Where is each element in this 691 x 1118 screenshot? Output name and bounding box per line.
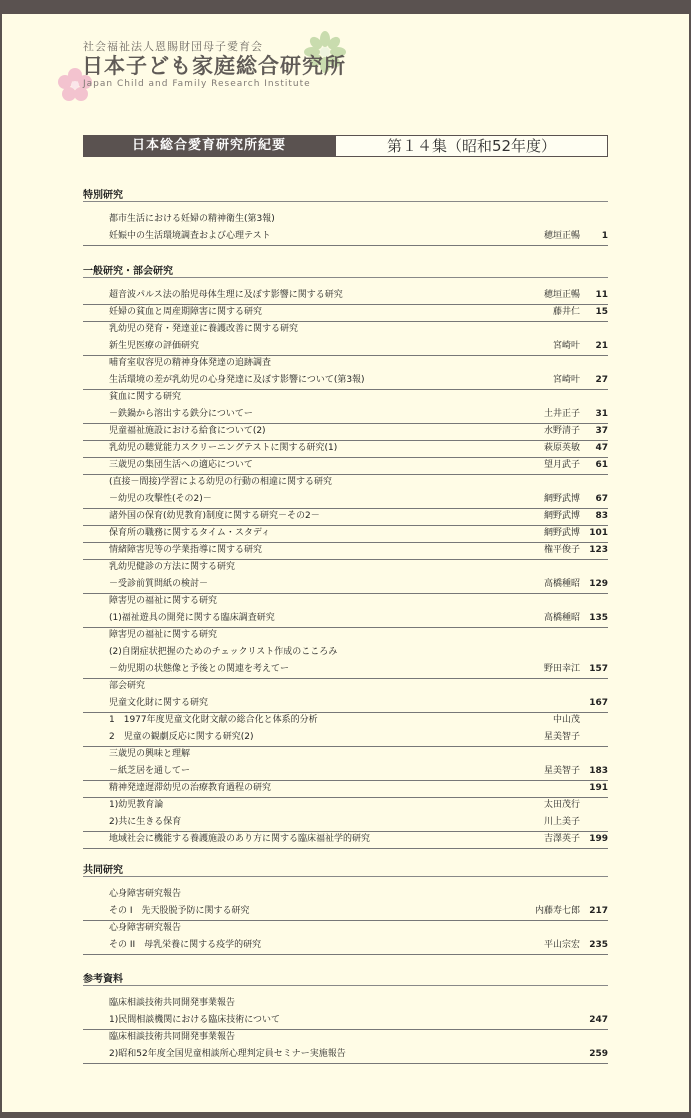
toc-entry[interactable]: [83, 508, 608, 526]
toc-entry[interactable]: [83, 389, 608, 406]
toc-entry[interactable]: [83, 1029, 608, 1046]
entry-author: 土井正子: [543, 409, 580, 419]
entry-title: その I 先天股脱予防に関する研究: [109, 906, 250, 916]
entry-author: 網野武博: [543, 511, 580, 521]
entry-author: 宮崎叶: [552, 375, 580, 385]
institute-name: 日本子ども家庭総合研究所: [82, 54, 346, 78]
toc-entry[interactable]: [83, 814, 608, 832]
entry-author: 平山宗宏: [543, 940, 580, 950]
toc-entry[interactable]: [83, 372, 608, 390]
toc-entry[interactable]: [83, 355, 608, 372]
journal-title: 日本総合愛育研究所紀要: [83, 135, 335, 157]
entry-author: 吉澤英子: [543, 834, 580, 844]
entry-title: 2)昭和52年度全国児童相談所心理判定員セミナー実施報告: [109, 1049, 346, 1059]
toc-entry[interactable]: [83, 729, 608, 747]
entry-page: 129: [589, 579, 608, 589]
section-heading: 特別研究: [83, 190, 123, 201]
toc-entry[interactable]: [83, 338, 608, 356]
section-divider: [83, 985, 608, 986]
toc-entry[interactable]: [83, 593, 608, 610]
entry-author: 高橋種昭: [543, 579, 580, 589]
entry-page: 123: [589, 545, 608, 555]
section-heading: 一般研究・部会研究: [83, 266, 173, 277]
toc-entry[interactable]: [83, 831, 608, 849]
toc-entry[interactable]: [83, 995, 608, 1012]
toc-entry[interactable]: [83, 627, 608, 644]
entry-title: 超音波パルス法の胎児母体生理に及ぼす影響に関する研究: [109, 290, 343, 300]
toc-entry[interactable]: [83, 1012, 608, 1030]
toc-entry[interactable]: [83, 797, 608, 814]
entry-title: 妊娠中の生活環境調査および心理テスト: [109, 231, 271, 241]
toc-entry[interactable]: [83, 228, 608, 246]
org-name: 社会福祉法人恩賜財団母子愛育会: [83, 40, 263, 53]
entry-page: 83: [595, 511, 608, 521]
toc-entry[interactable]: [83, 576, 608, 594]
section-heading: 参考資料: [83, 974, 123, 985]
toc-entry[interactable]: [83, 440, 608, 458]
entry-page: 47: [595, 443, 608, 453]
toc-entry[interactable]: [83, 474, 608, 491]
entry-title: 地域社会に機能する養護施設のあり方に関する臨床福祉学的研究: [109, 834, 371, 844]
entry-page: 101: [589, 528, 608, 538]
entry-title: －幼児の攻撃性(その2)－: [109, 494, 212, 504]
entry-title: 乳幼児健診の方法に関する研究: [109, 562, 236, 572]
entry-title: 障害児の福祉に関する研究: [109, 630, 218, 640]
entry-page: 1: [601, 231, 608, 241]
entry-title: 2)共に生きる保育: [109, 817, 182, 827]
section-divider: [83, 277, 608, 278]
section-divider: [83, 201, 608, 202]
entry-page: 61: [595, 460, 608, 470]
toc-entry[interactable]: [83, 746, 608, 763]
entry-title: 障害児の福祉に関する研究: [109, 596, 218, 606]
toc-entry[interactable]: [83, 491, 608, 509]
entry-author: 高橋種昭: [543, 613, 580, 623]
entry-title: －紙芝居を通してー: [109, 766, 191, 776]
entry-author: 権平俊子: [543, 545, 580, 555]
entry-page: 191: [589, 783, 608, 793]
entry-title: 臨床相談技術共同開発事業報告: [109, 1032, 236, 1042]
entry-title: 哺育室収容児の精神身体発達の追跡調査: [109, 358, 272, 368]
entry-author: 星美智子: [543, 732, 580, 742]
entry-author: 網野武博: [543, 528, 580, 538]
entry-title: －受診前質問紙の検討－: [109, 579, 209, 589]
entry-page: 157: [589, 664, 608, 674]
entry-page: 199: [589, 834, 608, 844]
entry-author: 萩原英敏: [543, 443, 580, 453]
top-border: [0, 0, 691, 14]
entry-title: 2 児童の観劇反応に関する研究(2): [109, 732, 254, 742]
entry-title: 諸外国の保育(幼児教育)制度に関する研究－その2－: [109, 511, 320, 521]
toc-entry[interactable]: [83, 920, 608, 937]
entry-title: 部会研究: [109, 681, 146, 691]
entry-page: 183: [589, 766, 608, 776]
entry-page: 259: [589, 1049, 608, 1059]
toc-entry[interactable]: [83, 321, 608, 338]
entry-title: 児童福祉施設における給食について(2): [109, 426, 266, 436]
toc-entry[interactable]: [83, 542, 608, 560]
toc-entry[interactable]: [83, 525, 608, 543]
toc-entry[interactable]: [83, 423, 608, 441]
entry-title: (直接－間接)学習による幼児の行動の相違に関する研究: [109, 477, 333, 487]
entry-author: 太田茂行: [543, 800, 580, 810]
entry-author: 宮崎叶: [552, 341, 580, 351]
section-divider: [83, 876, 608, 877]
journal-header: [83, 135, 608, 157]
institute-english-name: Japan Child and Family Research Institute: [83, 79, 311, 89]
entry-title: その II 母乳栄養に関する疫学的研究: [109, 940, 262, 950]
entry-author: 穂垣正暢: [543, 231, 580, 241]
entry-page: 235: [589, 940, 608, 950]
entry-title: 乳幼児の発育・発達並に養護改善に関する研究: [109, 324, 299, 334]
toc-entry[interactable]: [83, 457, 608, 475]
toc-entry[interactable]: [83, 287, 608, 305]
entry-title: (2)自閉症状把握のためのチェックリスト作成のこころみ: [109, 647, 338, 657]
entry-title: 三歳児の興味と理解: [109, 749, 191, 759]
entry-title: 臨床相談技術共同開発事業報告: [109, 998, 236, 1008]
entry-title: (1)福祉遊具の開発に関する臨床調査研究: [109, 613, 275, 623]
toc-entry[interactable]: [83, 211, 608, 228]
entry-author: 内藤寿七郎: [534, 906, 580, 916]
entry-author: 星美智子: [543, 766, 580, 776]
entry-title: 1)民間相談機関における臨床技術について: [109, 1015, 281, 1025]
toc-entry[interactable]: [83, 903, 608, 921]
toc-entry[interactable]: [83, 780, 608, 798]
entry-author: 野田幸江: [543, 664, 580, 674]
toc-entry[interactable]: [83, 712, 608, 729]
entry-title: 妊婦の貧血と周産期障害に関する研究: [109, 307, 263, 317]
toc-entry[interactable]: [83, 610, 608, 628]
entry-page: 27: [595, 375, 608, 385]
entry-title: 保育所の職務に関するタイム・スタディ: [109, 528, 271, 538]
toc-entry[interactable]: [83, 559, 608, 576]
toc-entry[interactable]: [83, 886, 608, 903]
entry-title: 心身障害研究報告: [109, 889, 182, 899]
entry-title: 心身障害研究報告: [109, 923, 182, 933]
entry-page: 167: [589, 698, 608, 708]
bottom-border: [0, 1112, 691, 1118]
left-border: [0, 14, 2, 1112]
entry-page: 37: [595, 426, 608, 436]
entry-page: 31: [595, 409, 608, 419]
entry-page: 217: [589, 906, 608, 916]
toc-entry[interactable]: [83, 644, 608, 661]
entry-author: 望月武子: [543, 460, 580, 470]
entry-title: 貧血に関する研究: [109, 392, 182, 402]
entry-author: 水野清子: [543, 426, 580, 436]
entry-author: 網野武博: [543, 494, 580, 504]
toc-entry[interactable]: [83, 678, 608, 695]
entry-author: 藤井仁: [552, 307, 580, 317]
entry-title: 1)幼児教育論: [109, 800, 164, 810]
entry-title: 乳幼児の聴覚能力スクリーニングテストに関する研究(1): [109, 443, 338, 453]
toc-entry[interactable]: [83, 661, 608, 679]
entry-title: 生活環境の差が乳幼児の心身発達に及ぼす影響について(第3報): [109, 375, 365, 385]
entry-title: 児童文化財に関する研究: [109, 698, 209, 708]
entry-page: 135: [589, 613, 608, 623]
entry-title: 情緒障害児等の学業指導に関する研究: [109, 545, 263, 555]
entry-title: －幼児期の状態像と予後との関連を考えてー: [109, 664, 290, 674]
entry-page: 21: [595, 341, 608, 351]
toc-entry[interactable]: [83, 406, 608, 424]
entry-title: 三歳児の集団生活への適応について: [109, 460, 253, 470]
toc-entry[interactable]: [83, 695, 608, 713]
entry-page: 247: [589, 1015, 608, 1025]
entry-title: 都市生活における妊婦の精神衛生(第3報): [109, 214, 275, 224]
toc-entry[interactable]: [83, 1046, 608, 1064]
entry-page: 15: [595, 307, 608, 317]
entry-author: 中山茂: [552, 715, 580, 725]
section-heading: 共同研究: [83, 865, 123, 876]
entry-title: －鉄鍋から溶出する鉄分についてー: [109, 409, 253, 419]
entry-page: 67: [595, 494, 608, 504]
volume-label: 第１４集（昭和52年度）: [335, 135, 608, 157]
entry-author: 穂垣正暢: [543, 290, 580, 300]
toc-entry[interactable]: [83, 763, 608, 781]
toc-entry[interactable]: [83, 937, 608, 955]
entry-page: 11: [595, 290, 608, 300]
entry-author: 川上美子: [543, 817, 580, 827]
entry-title: 1 1977年度児童文化財文献の総合化と体系的分析: [109, 715, 318, 725]
entry-title: 精神発達遅滞幼児の治療教育過程の研究: [109, 783, 272, 793]
entry-title: 新生児医療の評価研究: [109, 341, 200, 351]
toc-entry[interactable]: [83, 304, 608, 322]
